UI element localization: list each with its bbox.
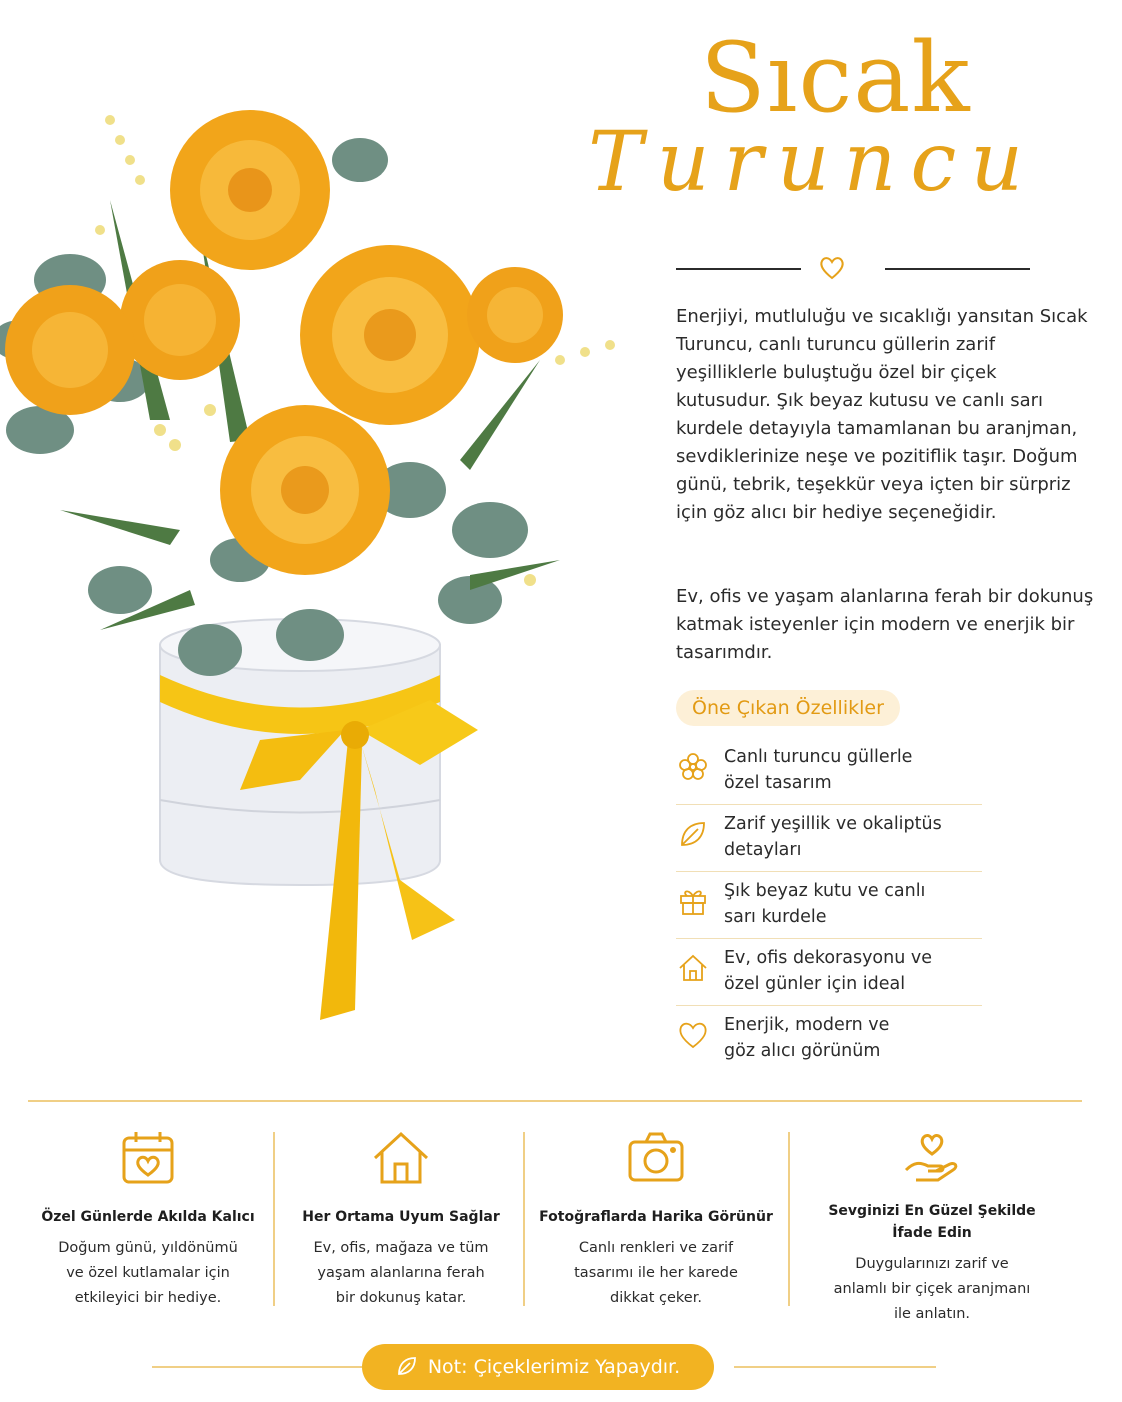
benefit-card <box>281 1128 521 1311</box>
feature-item <box>676 872 982 939</box>
benefit-divider <box>523 1132 525 1306</box>
heart-icon <box>818 255 846 281</box>
feature-item <box>676 805 982 872</box>
benefit-title: Fotoğraflarda Harika Görünür <box>539 1209 773 1225</box>
benefit-line: bir dokunuş katar. <box>335 1290 467 1306</box>
benefit-line: tasarımı ile her karede <box>574 1265 738 1281</box>
benefit-line: anlamlı bir çiçek aranjmanı <box>833 1281 1031 1297</box>
section-divider <box>28 1100 1082 1102</box>
benefit-line: yaşam alanlarına ferah <box>317 1265 485 1281</box>
note-line-left <box>152 1366 362 1368</box>
camera-icon <box>626 1128 686 1188</box>
title-script: Turuncu <box>588 115 1038 210</box>
feature-line-2: göz alıcı görünüm <box>724 1041 881 1061</box>
benefit-line: ile anlatın. <box>893 1306 971 1322</box>
benefit-title: Her Ortama Uyum Sağlar <box>302 1209 500 1225</box>
feature-line-1: Canlı turuncu güllerle <box>724 747 913 767</box>
title-divider-left <box>676 268 801 270</box>
features-heading: Öne Çıkan Özellikler <box>676 690 900 726</box>
product-image <box>0 90 620 1050</box>
leaf-icon <box>396 1355 418 1377</box>
benefit-title: Özel Günlerde Akılda Kalıcı <box>41 1209 255 1225</box>
description-paragraph-1: Enerjiyi, mutluluğu ve sıcaklığı yansıtan Sıcak Turuncu, canlı turuncu güllerin zarif yeşilliklerle buluştuğu özel bir çiçek kutusudur. Şık beyaz kutusu ve canlı sarı kurdele detayıyla tamamlanan bu aranjman, sevdiklerinize neşe ve pozitiflik taşır. Doğum günü, tebrik, teşekkür veya içten bir sürpriz için göz alıcı bir hediye seçeneğidir. <box>676 306 1088 523</box>
title-main: Sıcak <box>700 22 971 134</box>
note-badge <box>362 1344 714 1390</box>
leaf-icon <box>676 817 710 851</box>
heart-icon <box>676 1018 710 1052</box>
benefit-title: Sevginizi En Güzel Şekilde <box>828 1203 1036 1219</box>
feature-line-2: sarı kurdele <box>724 907 827 927</box>
feature-item <box>676 939 982 1006</box>
description <box>676 303 1096 527</box>
note-text: Not: Çiçeklerimiz Yapaydır. <box>427 1356 681 1378</box>
benefit-divider <box>788 1132 790 1306</box>
features-list <box>676 738 982 1073</box>
feature-item <box>676 1006 982 1073</box>
benefit-card <box>28 1128 268 1311</box>
note-line-right <box>734 1366 936 1368</box>
benefit-card <box>812 1126 1052 1327</box>
benefit-divider <box>273 1132 275 1306</box>
benefit-line: Doğum günü, yıldönümü <box>58 1240 238 1256</box>
benefit-line: dikkat çeker. <box>610 1290 702 1306</box>
feature-line-1: Ev, ofis dekorasyonu ve <box>724 948 933 968</box>
benefit-card <box>536 1128 776 1311</box>
benefit-line: Canlı renkleri ve zarif <box>578 1240 734 1256</box>
flower-icon <box>676 750 710 784</box>
benefit-line: etkileyici bir hediye. <box>74 1290 222 1306</box>
benefit-line: Duygularınızı zarif ve <box>855 1256 1009 1272</box>
benefit-line: Ev, ofis, mağaza ve tüm <box>313 1240 489 1256</box>
calendar-heart-icon <box>118 1128 178 1188</box>
house-icon <box>371 1128 431 1188</box>
hand-heart-icon <box>902 1126 962 1186</box>
feature-line-2: özel günler için ideal <box>724 974 906 994</box>
feature-line-1: Şık beyaz kutu ve canlı <box>724 881 926 901</box>
benefit-title: İfade Edin <box>892 1225 972 1241</box>
description-2 <box>676 583 1096 667</box>
feature-item <box>676 738 982 805</box>
description-paragraph-2: Ev, ofis ve yaşam alanlarına ferah bir dokunuş katmak isteyenler için modern ve enerjik bir tasarımdır. <box>676 586 1094 663</box>
home-icon <box>676 951 710 985</box>
feature-line-2: özel tasarım <box>724 773 832 793</box>
feature-line-1: Enerjik, modern ve <box>724 1015 890 1035</box>
title-divider-right <box>885 268 1030 270</box>
feature-line-1: Zarif yeşillik ve okaliptüs <box>724 814 942 834</box>
benefit-line: ve özel kutlamalar için <box>66 1265 230 1281</box>
gift-icon <box>676 884 710 918</box>
feature-line-2: detayları <box>724 840 802 860</box>
